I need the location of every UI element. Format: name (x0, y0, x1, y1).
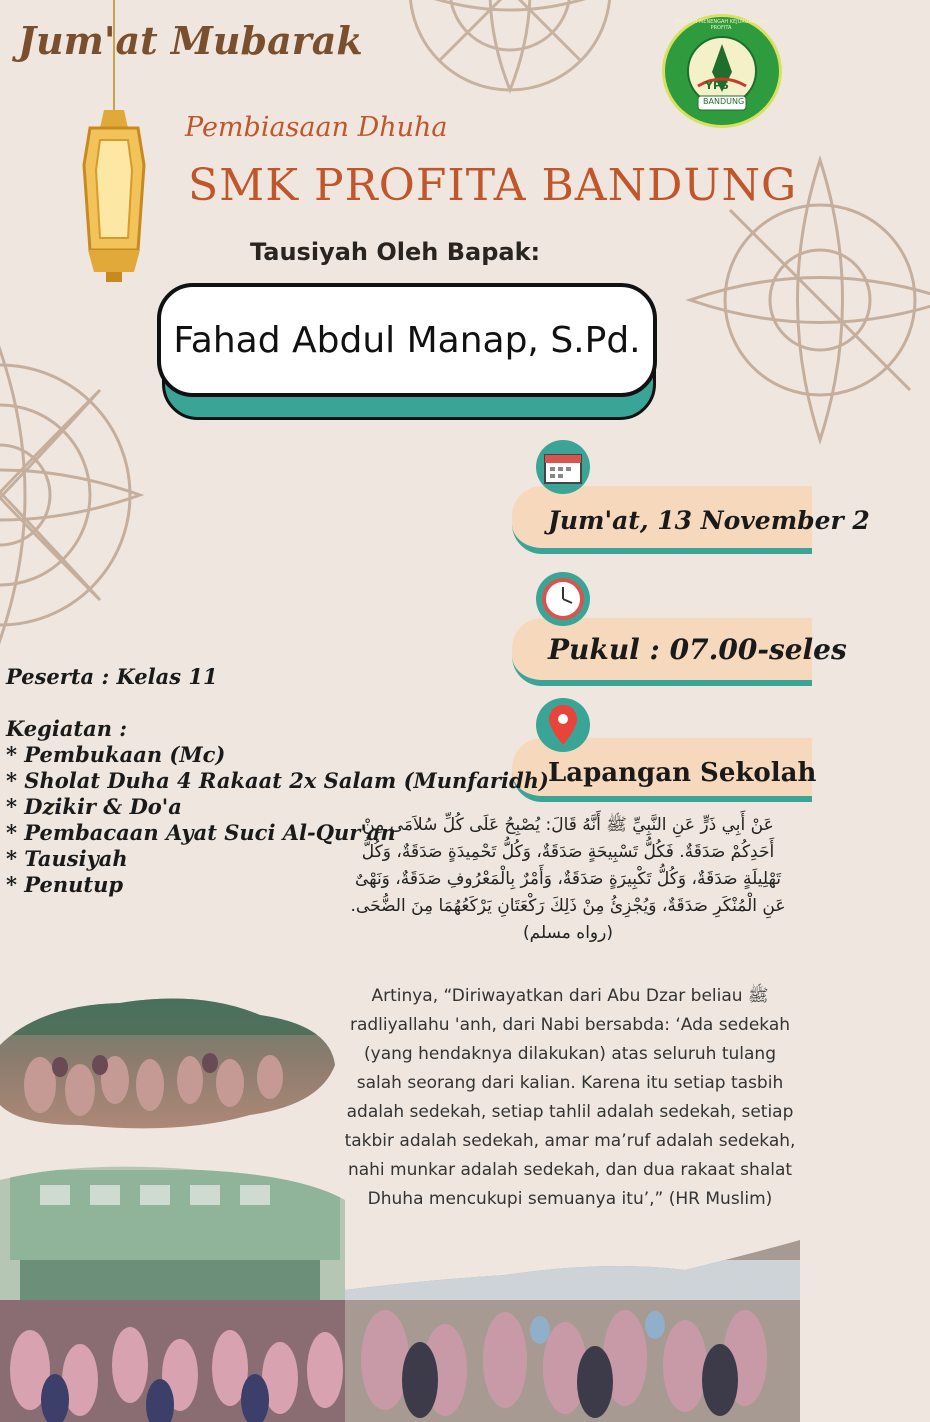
event-date: Jum'at, 13 November 2 (548, 506, 870, 535)
activity-item: * Dzikir & Do'a (6, 794, 182, 819)
photo-dhuha-prayer-1 (0, 985, 345, 1145)
activities-heading: Kegiatan : (6, 716, 128, 741)
page-title: Jum'at Mubarak (18, 18, 363, 63)
program-subtitle: Pembiasaan Dhuha (185, 112, 448, 143)
logo-mark: YPS (705, 79, 729, 92)
calendar-icon (536, 440, 590, 494)
logo-city: BANDUNG (703, 97, 745, 106)
logo-emblem-icon (668, 20, 776, 122)
activity-item: * Penutup (6, 872, 124, 897)
participants: Peserta : Kelas 11 (6, 664, 218, 689)
activity-item: * Sholat Duha 4 Rakaat 2x Salam (Munfaridh) (6, 768, 549, 793)
school-logo (662, 14, 782, 128)
speaker-intro: Tausiyah Oleh Bapak: (250, 238, 541, 266)
event-time: Pukul : 07.00-seles (548, 633, 847, 666)
lantern-icon (78, 0, 150, 290)
activity-item: * Tausiyah (6, 846, 128, 871)
activity-item: * Pembukaan (Mc) (6, 742, 226, 767)
activity-item: * Pembacaan Ayat Suci Al-Qur'an (6, 820, 396, 845)
speaker-name: Fahad Abdul Manap, S.Pd. (157, 283, 657, 397)
photo-dhuha-prayer-2 (0, 1160, 345, 1422)
hadith-translation: Artinya, “Diriwayatkan dari Abu Dzar beliau ﷺ radliyallahu 'anh, dari Nabi bersabda: ‘Ada sedekah (yang hendaknya dilakukan) atas seluruh tulang salah seorang dari kalian. Karena itu setiap tasbih adalah sedekah, setiap tahlil adalah sedekah, setiap takbir adalah sedekah, amar ma’ruf adalah sedekah, nahi munkar adalah sedekah, dan dua rakaat shalat Dhuha mencukupi semuanya itu’,” (HR Muslim) (344, 986, 796, 1209)
mandala-ornament-left (0, 330, 170, 660)
logo-text: SEKOLAH MENENGAH KEJURUAN SMK PROFITA (674, 19, 768, 31)
school-name: SMK PROFITA BANDUNG (188, 160, 798, 211)
location-pin-icon (536, 698, 590, 752)
clock-icon (536, 572, 590, 626)
event-location: Lapangan Sekolah (548, 758, 817, 788)
photo-dhuha-prayer-3 (345, 1230, 800, 1422)
hadith-arabic: عَنْ أَبِي ذَرٍّ عَنِ النَّبِيِّ ﷺ أَنَّهُ قَالَ: يُصْبِحُ عَلَى كُلِّ سُلاَمَى مِنْ أَحَدِكُمْ صَدَقَةٌ. فَكُلُّ تَسْبِيحَةٍ صَدَقَةٌ، وَكُلُّ تَحْمِيدَةٍ صَدَقَةٌ، وَكُلُّ تَهْلِيلَةٍ صَدَقَةٌ، وَكُلُّ تَكْبِيرَةٍ صَدَقَةٌ، وَأَمْرٌ بِالْمَعْرُوفِ صَدَقَةٌ، وَنَهْىٌ عَنِ الْمُنْكَرِ صَدَقَةٌ، وَيُجْزِئُ مِنْ ذَلِكَ رَكْعَتَانِ يَرْكَعُهُمَا مِنَ الضُّحَى. (رواه مسلم) (350, 815, 786, 943)
